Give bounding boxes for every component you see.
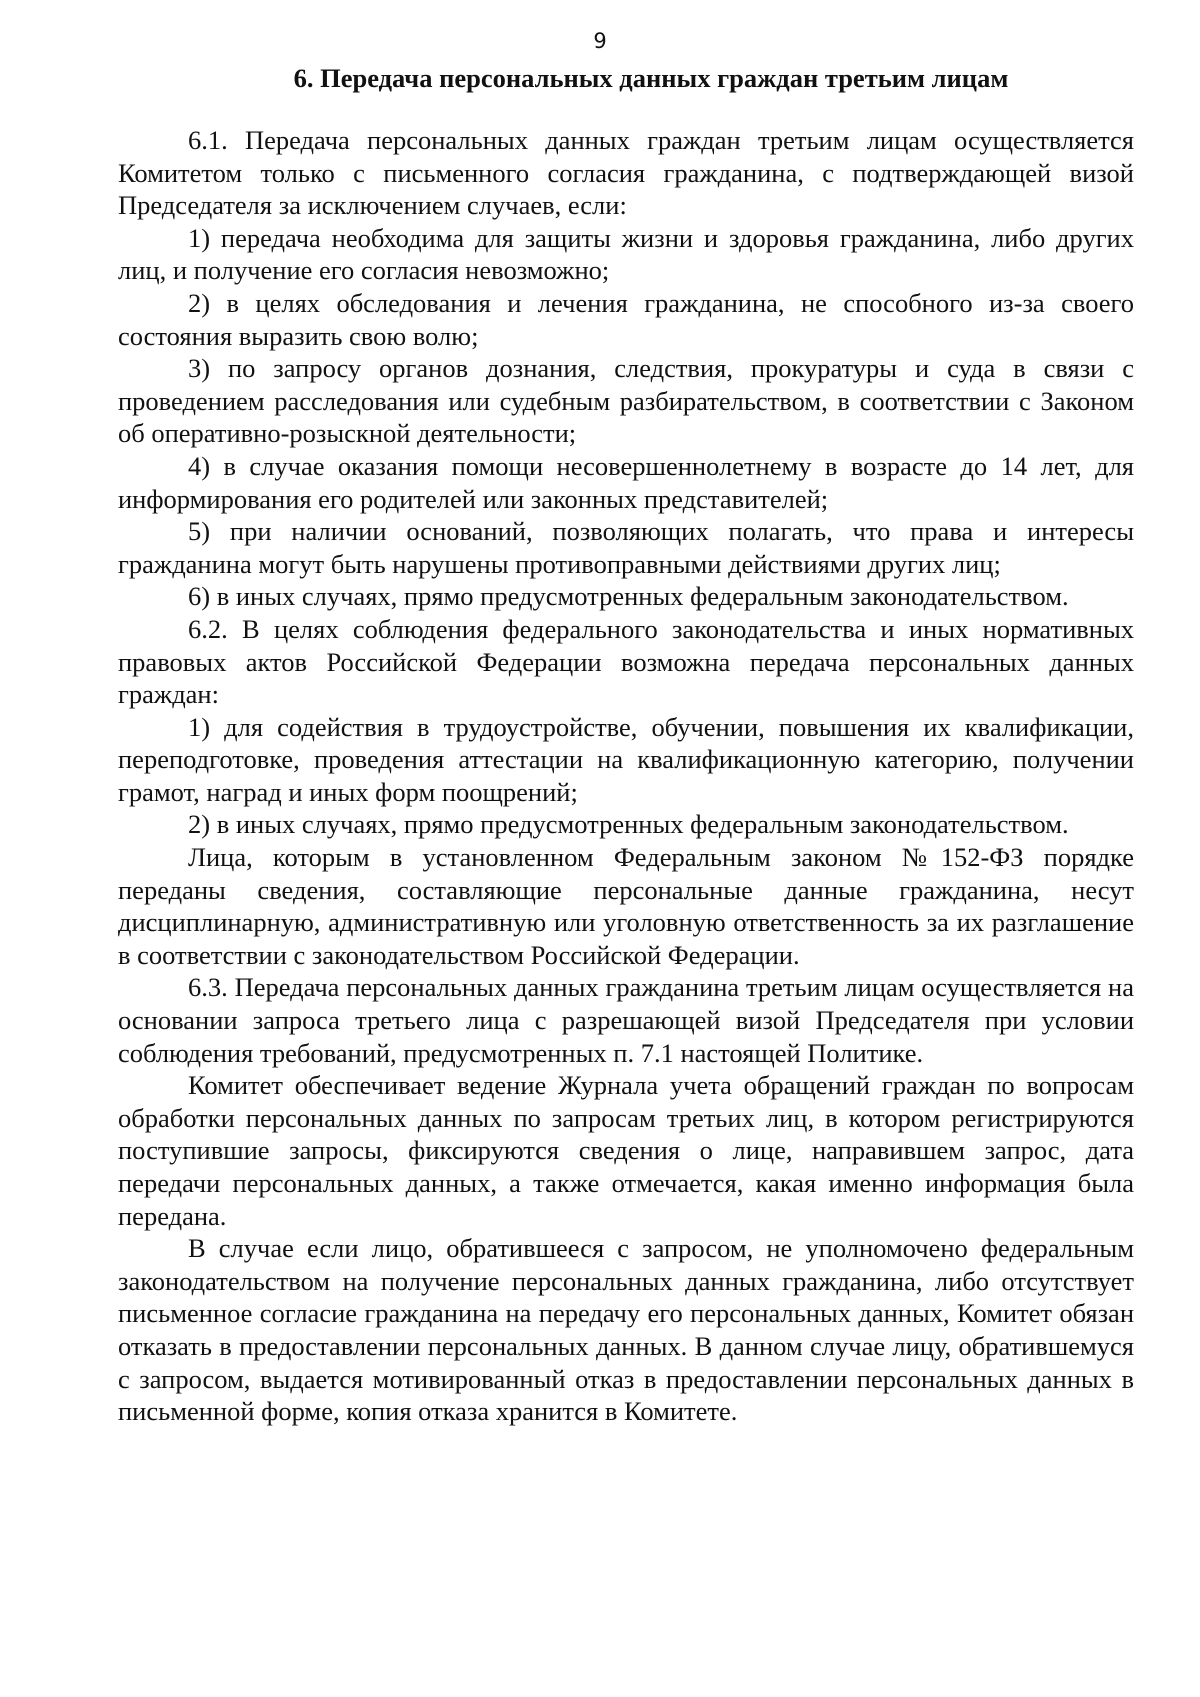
list-item-6-2-1: 1) для содействия в трудоустройстве, обучении, повышения их квалификации, переподготовке, проведения аттестации на квалификационную категорию, получении грамот, наград и иных форм поощрений;	[118, 711, 1134, 807]
document-body	[118, 124, 1134, 1428]
paragraph-6-3: 6.3. Передача персональных данных гражданина третьим лицам осуществляется на основании запроса третьего лица с разрешающей визой Председателя при условии соблюдения требований, предусмотренных п. 7.1 настоящей Политике.	[118, 972, 1134, 1068]
paragraph-journal: Комитет обеспечивает ведение Журнала учета обращений граждан по вопросам обработки персональных данных по запросам третьих лиц, в котором регистрируются поступившие запросы, фиксируются сведения о лице, направившем запрос, дата передачи персональных данных, а также отмечается, какая именно информация была передана.	[118, 1070, 1134, 1231]
page-number: 9	[593, 29, 607, 53]
list-item-6-1-3: 3) по запросу органов дознания, следствия, прокуратуры и суда в связи с проведением расследования или судебным разбирательством, в соответствии с Законом об оперативно-розыскной деятельности;	[118, 353, 1134, 449]
paragraph-6-1: 6.1. Передача персональных данных граждан третьим лицам осуществляется Комитетом только с письменного согласия гражданина, с подтверждающей визой Председателя за исключением случаев, если:	[118, 125, 1134, 221]
list-item-6-1-4: 4) в случае оказания помощи несовершеннолетнему в возрасте до 14 лет, для информирования его родителей или законных представителей;	[118, 450, 1134, 514]
list-item-6-1-6: 6) в иных случаях, прямо предусмотренных федеральным законодательством.	[188, 581, 1069, 612]
paragraph-liability: Лица, которым в установленном Федеральным законом №152-ФЗ порядке переданы сведения, составляющие персональные данные гражданина, несут дисциплинарную, административную или уголовную ответственность за их разглашение в соответствии с законодательством Российской Федерации.	[118, 842, 1134, 970]
list-item-6-1-5: 5) при наличии оснований, позволяющих полагать, что права и интересы гражданина могут быть нарушены противоправными действиями других лиц;	[118, 516, 1134, 579]
section-title: 6. Передача персональных данных граждан третьим лицам	[293, 63, 1009, 93]
paragraph-6-2: 6.2. В целях соблюдения федерального законодательства и иных нормативных правовых актов Российской Федерации возможна передача персональных данных граждан:	[118, 613, 1134, 710]
list-item-6-1-1: 1) передача необходима для защиты жизни и здоровья гражданина, либо других лиц, и получение его согласия невозможно;	[118, 222, 1134, 286]
paragraph-refusal: В случае если лицо, обратившееся с запросом, не уполномочено федеральным законодательством на получение персональных данных гражданина, либо отсутствует письменное согласие гражданина на передачу его персональных данных, Комитет обязан отказать в предоставлении персональных данных. В данном случае лицу, обратившемуся с запросом, выдается мотивированный отказ в предоставлении персональных данных в письменной форме, копия отказа хранится в Комитете.	[118, 1233, 1134, 1427]
list-item-6-1-2: 2) в целях обследования и лечения гражданина, не способного из-за своего состояния выразить свою волю;	[118, 287, 1134, 351]
list-item-6-2-2: 2) в иных случаях, прямо предусмотренных федеральным законодательством.	[188, 809, 1069, 840]
